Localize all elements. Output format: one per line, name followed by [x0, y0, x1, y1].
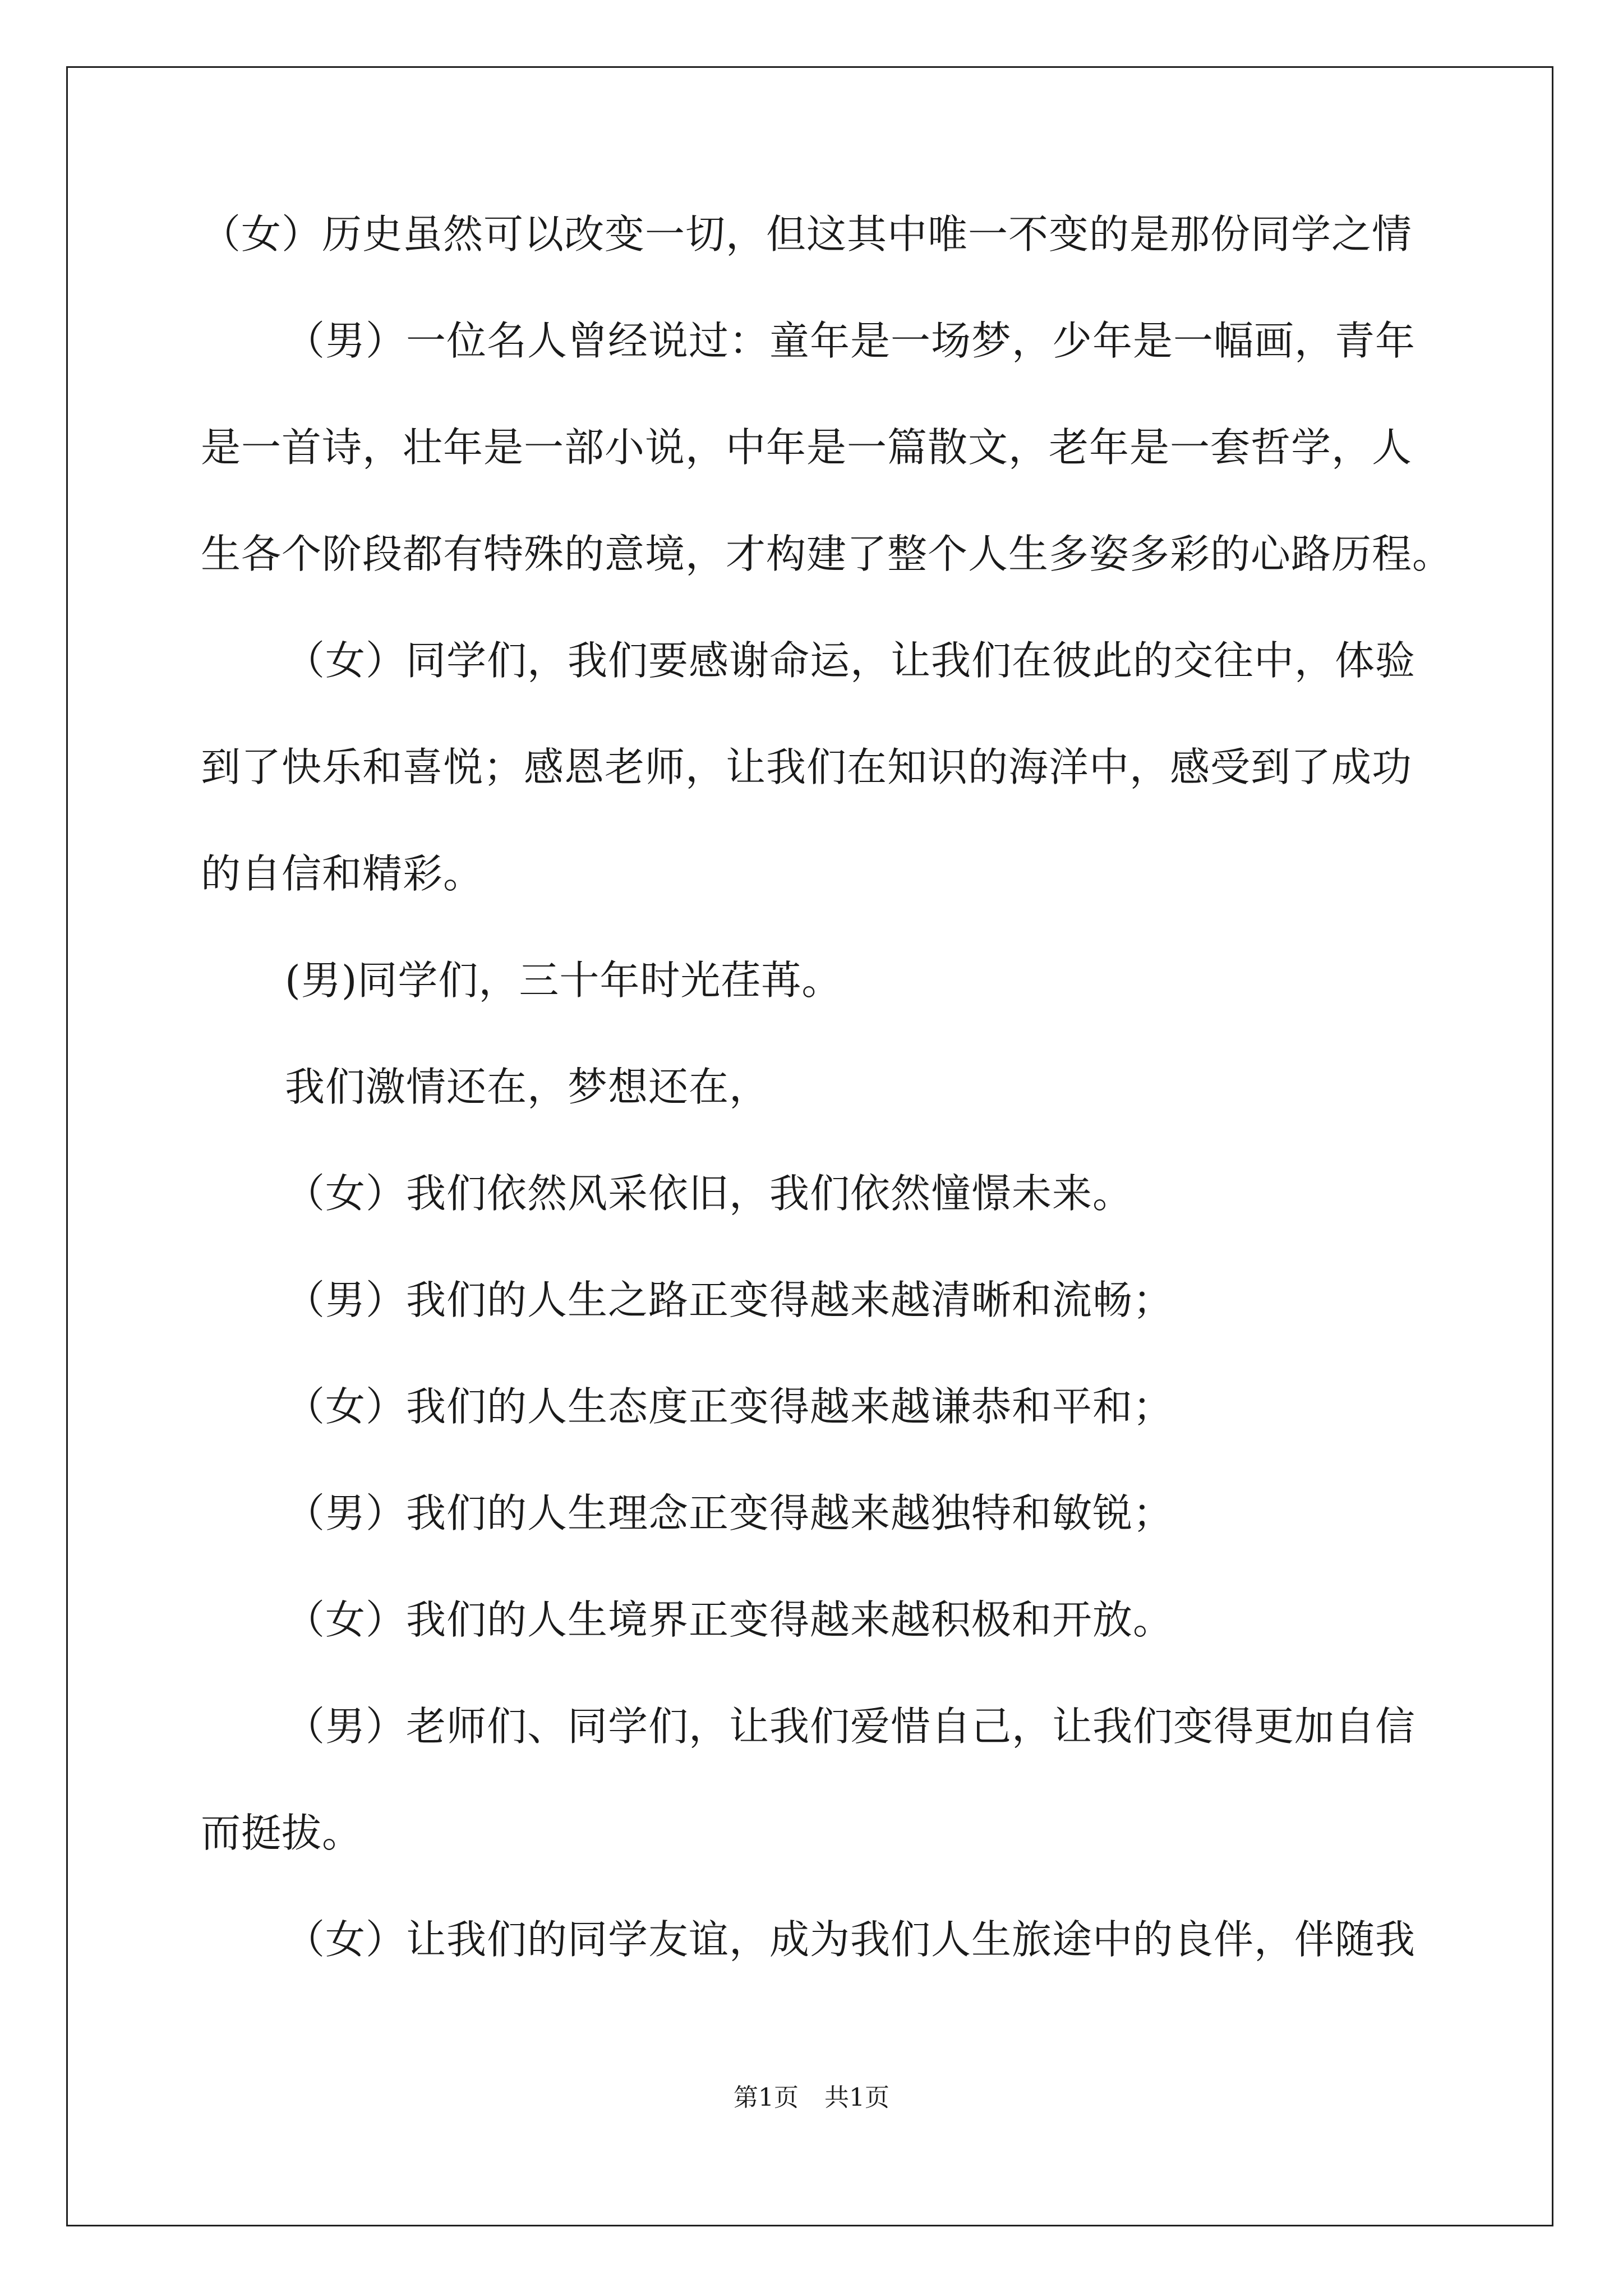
- paragraph-line-2: （男）一位名人曾经说过：童年是一场梦，少年是一幅画，青年: [285, 318, 1416, 364]
- paragraph-line-7: 的自信和精彩。: [201, 850, 484, 897]
- paragraph-line-3: 是一首诗，壮年是一部小说，中年是一篇散文，老年是一套哲学，人: [201, 424, 1413, 471]
- paragraph-line-15: （男）老师们、同学们，让我们爱惜自己，让我们变得更加自信: [285, 1703, 1416, 1750]
- paragraph-line-14: （女）我们的人生境界正变得越来越积极和开放。: [285, 1596, 1174, 1643]
- page-total: 共1页: [824, 2083, 889, 2112]
- page-number: 第1页: [734, 2083, 799, 2112]
- paragraph-line-4: 生各个阶段都有特殊的意境，才构建了整个人生多姿多彩的心路历程。: [201, 531, 1453, 577]
- paragraph-line-17: （女）让我们的同学友谊，成为我们人生旅途中的良伴，伴随我: [285, 1916, 1416, 1963]
- paragraph-line-10: （女）我们依然风采依旧，我们依然憧憬未来。: [285, 1170, 1133, 1217]
- page-border: [66, 66, 1553, 2226]
- paragraph-line-1: （女）历史虽然可以改变一切，但这其中唯一不变的是那份同学之情: [201, 211, 1413, 257]
- paragraph-line-16: 而挺拔。: [201, 1810, 363, 1856]
- paragraph-line-11: （男）我们的人生之路正变得越来越清晰和流畅；: [285, 1277, 1174, 1323]
- paragraph-line-5: （女）同学们，我们要感谢命运，让我们在彼此的交往中，体验: [285, 637, 1416, 684]
- page-footer: [0, 2081, 1623, 2115]
- paragraph-line-9: 我们激情还在，梦想还在，: [285, 1064, 770, 1110]
- paragraph-line-8: (男)同学们，三十年时光荏苒。: [285, 957, 842, 1004]
- paragraph-line-6: 到了快乐和喜悦；感恩老师，让我们在知识的海洋中，感受到了成功: [201, 744, 1413, 790]
- paragraph-line-13: （男）我们的人生理念正变得越来越独特和敏锐；: [285, 1490, 1174, 1536]
- paragraph-line-12: （女）我们的人生态度正变得越来越谦恭和平和；: [285, 1383, 1174, 1430]
